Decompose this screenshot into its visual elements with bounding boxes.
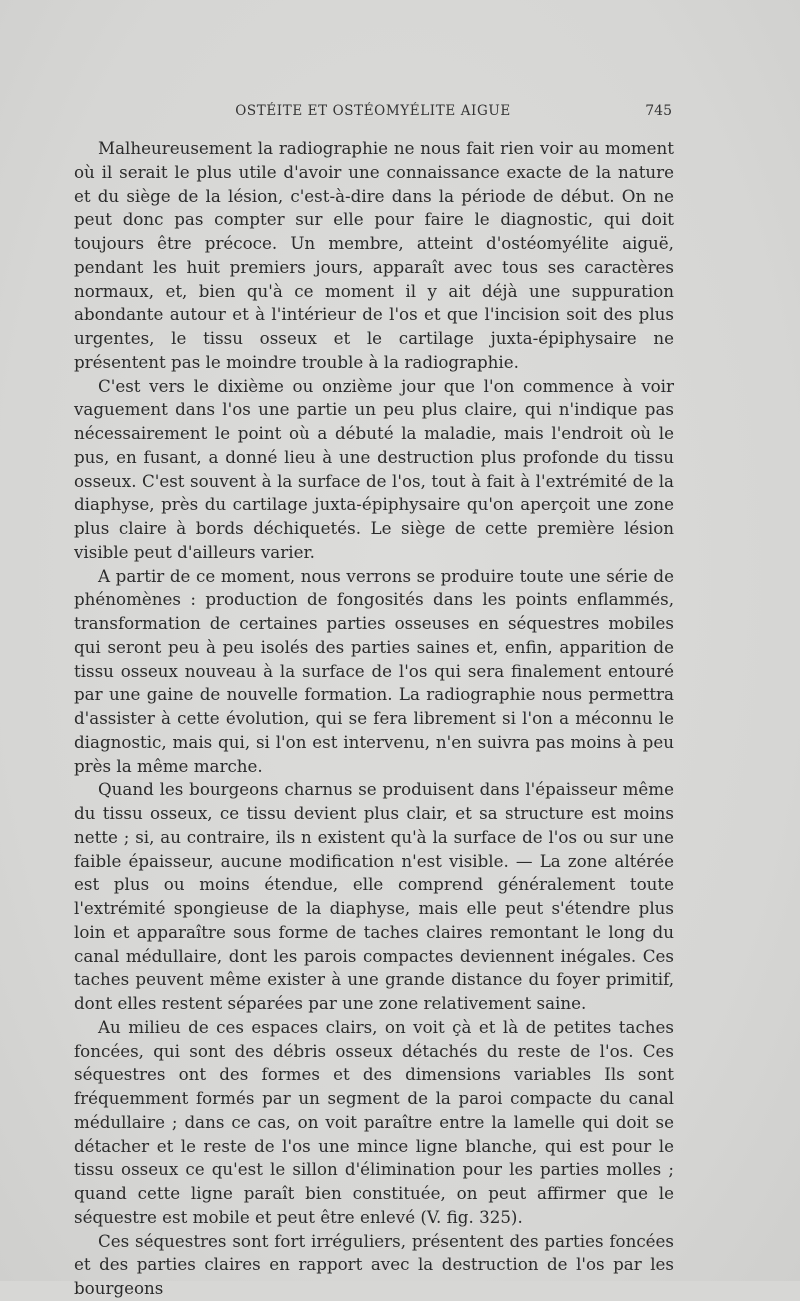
paragraph: C'est vers le dixième ou onzième jour que l'on commence à voir vaguement dans l'os une partie un peu plus claire, qui n'indique pas nécessairement le point où a débuté la maladie, mais l'endroit où le pus, en fusant, a donné lieu à une destruction plus profonde du tissu osseux. C'est souvent à la surface de l'os, tout à fait à l'extrémité de la diaphyse, près du cartilage juxta-épiphysaire qu'on aperçoit une zone plus claire à bords déchiquetés. Le siège de cette première lésion visible peut d'ailleurs varier.: [74, 375, 674, 562]
body-text: [74, 137, 674, 1301]
paragraph: Quand les bourgeons charnus se produisent dans l'épaisseur même du tissu osseux, ce tissu devient plus clair, et sa structure est moins nette ; si, au contraire, ils n existent qu'à la surface de l'os ou sur une faible épaisseur, aucune modification n'est visible. — La zone altérée est plus ou moins étendue, elle comprend généralement toute l'extrémité spongieuse de la diaphyse, mais elle peut s'étendre plus loin et apparaître sous forme de taches claires remontant le long du canal médullaire, dont les parois compactes deviennent inégales. Ces taches peuvent même exister à une grande distance du foyer primitif, dont elles restent séparées par une zone relativement saine.: [74, 779, 674, 1013]
paragraph: Malheureusement la radiographie ne nous fait rien voir au moment où il serait le plus utile d'avoir une connaissance exacte de la nature et du siège de la lésion, c'est-à-dire dans la période de début. On ne peut donc pas compter sur elle pour faire le diagnostic, qui doit toujours être précoce. Un membre, atteint d'ostéomyélite aiguë, pendant les huit premiers jours, apparaît avec tous ses caractères normaux, et, bien qu'à ce moment il y ait déjà une suppuration abondante autour et à l'intérieur de l'os et que l'incision soit des plus urgentes, le tissu osseux et le cartilage juxta-épiphysaire ne présentent pas le moindre trouble à la radiographie.: [74, 138, 674, 372]
paragraph: A partir de ce moment, nous verrons se produire toute une série de phénomènes : production de fongosités dans les points enflammés, transformation de certaines parties osseuses en séquestres mobiles qui seront peu à peu isolés des parties saines et, enfin, apparition de tissu osseux nouveau à la surface de l'os qui sera finalement entouré par une gaine de nouvelle formation. La radiographie nous permettra d'assister à cette évolution, qui se fera librement si l'on a méconnu le diagnostic, mais qui, si l'on est intervenu, n'en suivra pas moins à peu près la même marche.: [74, 565, 674, 776]
paragraph: Au milieu de ces espaces clairs, on voit çà et là de petites taches foncées, qui sont des débris osseux détachés du reste de l'os. Ces séquestres ont des formes et des dimensions variables Ils sont fréquemment formés par un segment de la paroi compacte du canal médullaire ; dans ce cas, on voit paraître entre la lamelle qui doit se détacher et le reste de l'os une mince ligne blanche, qui est pour le tissu osseux ce qu'est le sillon d'élimination pour les parties molles ; quand cette ligne paraît bien constituée, on peut affirmer que le séquestre est mobile et peut être enlevé (V. fig. 325).: [74, 1016, 674, 1227]
page-number: 745: [645, 103, 672, 119]
paragraph: Ces séquestres sont fort irréguliers, présentent des parties foncées et des parties claires en rapport avec la destruction de l'os par les bourgeons: [74, 1230, 674, 1298]
page-header: [74, 103, 672, 123]
running-title: OSTÉITE ET OSTÉOMYÉLITE AIGUE: [235, 103, 511, 119]
